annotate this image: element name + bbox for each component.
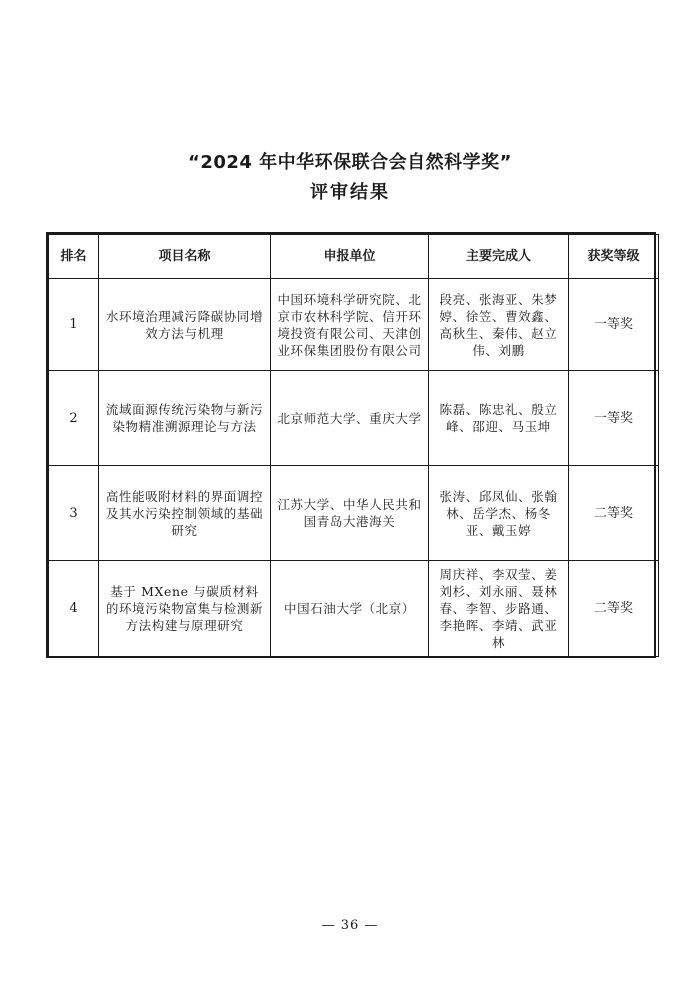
org-cell: 江苏大学、中华人民共和国青岛大港海关: [271, 466, 429, 561]
project-cell: 高性能吸附材料的界面调控及其水污染控制领域的基础研究: [99, 466, 271, 561]
people-cell: 段亮、张海亚、朱梦婷、徐笠、曹效鑫、高秋生、秦伟、赵立伟、刘鹏: [429, 279, 569, 371]
table-row: [49, 561, 659, 657]
table-row: [49, 371, 659, 466]
award-cell: 一等奖: [569, 371, 659, 466]
award-cell: 一等奖: [569, 279, 659, 371]
document-title: “2024 年中华环保联合会自然科学奖”: [187, 152, 513, 173]
award-cell: 二等奖: [569, 466, 659, 561]
rank-cell: 1: [49, 279, 99, 371]
project-cell: 基于 MXene 与碳质材料的环境污染物富集与检测新方法构建与原理研究: [99, 561, 271, 657]
org-cell: 中国石油大学（北京）: [271, 561, 429, 657]
people-cell: 张涛、邱凤仙、张翰林、岳学杰、杨冬亚、戴玉婷: [429, 466, 569, 561]
table-row: [49, 279, 659, 371]
award-cell: 二等奖: [569, 561, 659, 657]
rank-cell: 2: [49, 371, 99, 466]
project-cell: 水环境治理减污降碳协同增效方法与机理: [99, 279, 271, 371]
document-subtitle: 评审结果: [310, 182, 390, 203]
header-org: 申报单位: [271, 235, 429, 279]
org-cell: 中国环境科学研究院、北京市农林科学院、信开环境投资有限公司、天津创业环保集团股份有限公司: [271, 279, 429, 371]
table-row: [49, 466, 659, 561]
results-table-frame: [46, 232, 656, 658]
header-people: 主要完成人: [429, 235, 569, 279]
rank-cell: 4: [49, 561, 99, 657]
project-cell: 流域面源传统污染物与新污染物精准溯源理论与方法: [99, 371, 271, 466]
rank-cell: 3: [49, 466, 99, 561]
results-table: [48, 234, 659, 657]
table-header-row: [49, 235, 659, 279]
header-award: 获奖等级: [569, 235, 659, 279]
page-number: — 36 —: [321, 918, 379, 933]
org-cell: 北京师范大学、重庆大学: [271, 371, 429, 466]
header-rank: 排名: [49, 235, 99, 279]
people-cell: 周庆祥、李双莹、姜刘杉、刘永丽、聂林春、李智、步路通、李艳晖、李靖、武亚林: [429, 561, 569, 657]
people-cell: 陈磊、陈忠礼、殷立峰、邵迎、马玉坤: [429, 371, 569, 466]
header-project: 项目名称: [99, 235, 271, 279]
